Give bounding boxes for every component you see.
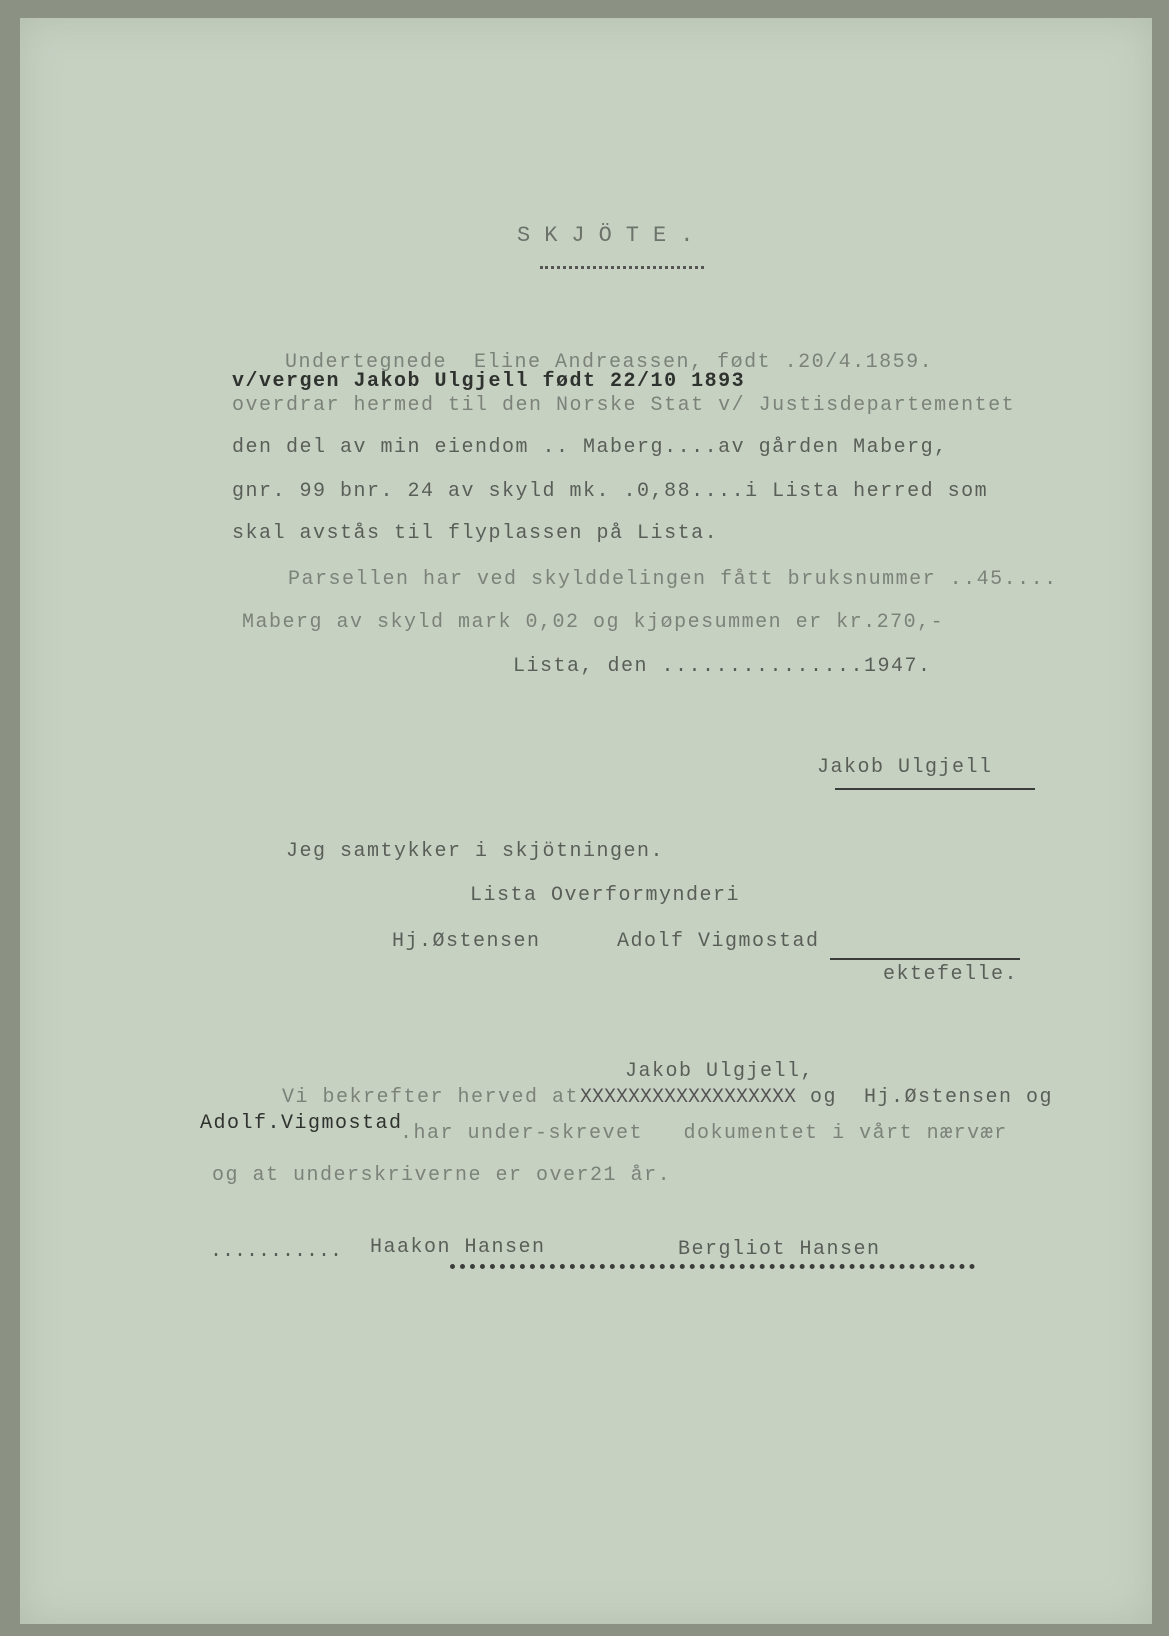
purpose-line: skal avstås til flyplassen på Lista. [232, 522, 719, 545]
witness-line-2: .har under-skrevet dokumentet i vårt nærvær [400, 1122, 1008, 1145]
struck-text: XXXXXXXXXXXXXXXXXX [580, 1086, 797, 1109]
signature-line-1 [835, 788, 1035, 790]
place-date-line: Lista, den ...............1947. [513, 655, 932, 678]
parcel-line-2: Maberg av skyld mark 0,02 og kjøpesummen er kr.270,- [242, 611, 945, 634]
guardian-line: v/vergen Jakob Ulgjell født 22/10 1893 [232, 370, 746, 393]
witness-insert-name: Jakob Ulgjell, [625, 1060, 815, 1083]
spouse-label: ektefelle. [883, 963, 1019, 986]
property-line: gnr. 99 bnr. 24 av skyld mk. .0,88....i Lista herred som [232, 480, 989, 503]
witness-signature-bergliot: Bergliot Hansen [678, 1238, 881, 1261]
witness-signer-name: Adolf.Vigmostad [200, 1112, 403, 1135]
document-page [20, 18, 1152, 1624]
signature-jakob: Jakob Ulgjell [817, 756, 993, 779]
consent-line: Jeg samtykker i skjötningen. [286, 840, 665, 863]
intro-line: Undertegnede Eline Andreassen, født .20/4.1859. [285, 351, 934, 374]
leading-dots: ........... [210, 1240, 343, 1263]
spouse-signature-line [830, 958, 1020, 960]
witness-signature-haakon: Haakon Hansen [370, 1236, 546, 1259]
witness-line-1-end: og Hj.Østensen og [810, 1086, 1054, 1109]
title-underline [540, 266, 704, 269]
signer-ostensen: Hj.Østensen [392, 930, 541, 953]
signer-vigmostad: Adolf Vigmostad [617, 930, 820, 953]
part-of-line: den del av min eiendom .. Maberg....av gården Maberg, [232, 436, 948, 459]
authority-line: Lista Overformynderi [470, 884, 741, 907]
witness-signature-dotted-line [450, 1264, 975, 1269]
transfer-line: overdrar hermed til den Norske Stat v/ Justisdepartementet [232, 394, 1016, 417]
document-title: SKJÖTE. [517, 223, 708, 248]
witness-line-3: og at underskriverne er over21 år. [212, 1164, 672, 1187]
witness-line-1-start: Vi bekrefter herved at [282, 1086, 580, 1109]
parcel-line-1: Parsellen har ved skylddelingen fått bruksnummer ..45.... [288, 568, 1058, 591]
